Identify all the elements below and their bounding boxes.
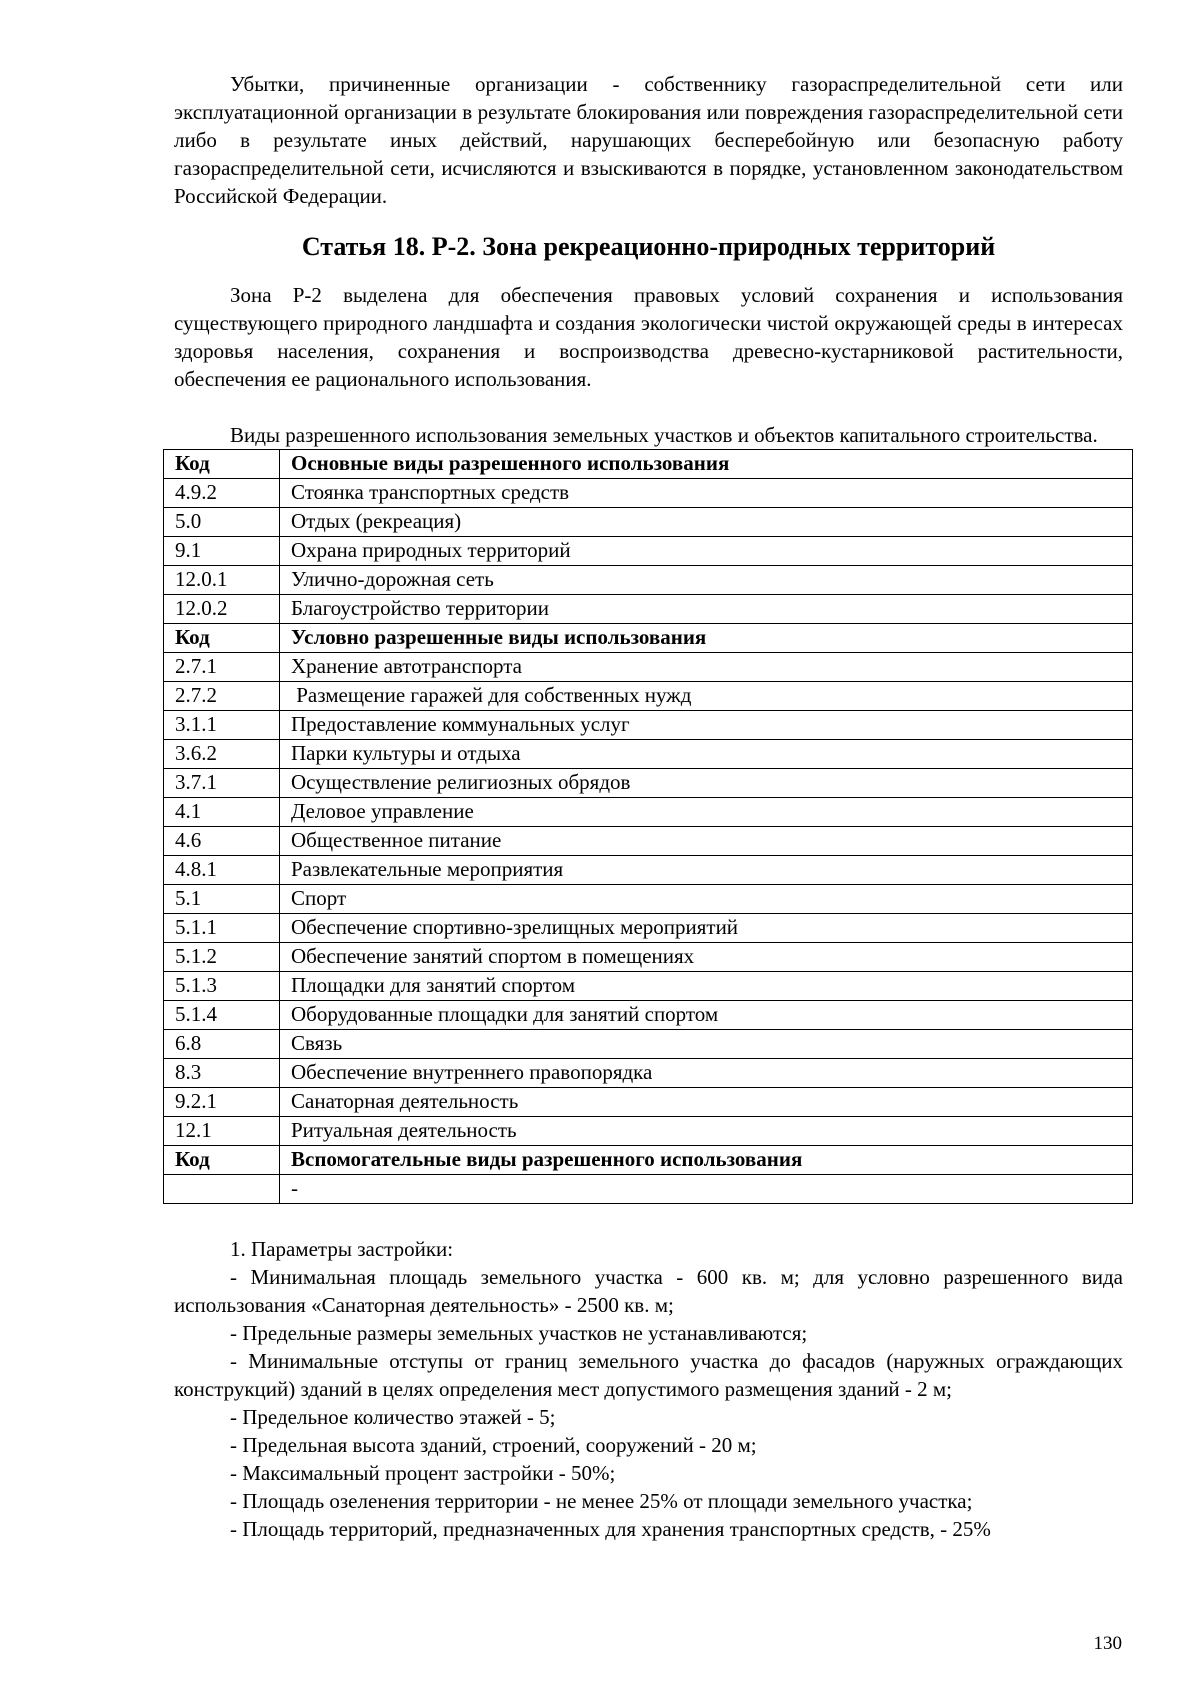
table-row: [164, 537, 1133, 566]
row-usage-name: Санаторная деятельность: [280, 1088, 1133, 1117]
parameter-item: - Предельная высота зданий, строений, сооружений - 20 м;: [230, 1433, 757, 1457]
row-usage-name: Спорт: [280, 885, 1133, 914]
row-code: 4.6: [164, 827, 280, 856]
parameters-heading: 1. Параметры застройки:: [230, 1237, 454, 1261]
row-usage-name: Оборудованные площадки для занятий спортом: [280, 1001, 1133, 1030]
table-row: [164, 885, 1133, 914]
parameter-item: - Площадь территорий, предназначенных для хранения транспортных средств, - 25%: [230, 1517, 991, 1541]
row-usage-name: Обеспечение спортивно-зрелищных мероприятий: [280, 914, 1133, 943]
row-usage-name: Связь: [280, 1030, 1133, 1059]
row-code: 5.1.2: [164, 943, 280, 972]
row-usage-name: Отдых (рекреация): [280, 508, 1133, 537]
row-code: 9.1: [164, 537, 280, 566]
table-row: [164, 682, 1133, 711]
table-row: [164, 798, 1133, 827]
code-column-header: Код: [164, 450, 280, 479]
table-row: [164, 1030, 1133, 1059]
row-code: 12.0.1: [164, 566, 280, 595]
table-row: [164, 595, 1133, 624]
row-code: 5.1.3: [164, 972, 280, 1001]
table-row: [164, 508, 1133, 537]
row-code: 2.7.2: [164, 682, 280, 711]
table-row: [164, 566, 1133, 595]
section-title: Вспомогательные виды разрешенного использования: [280, 1146, 1133, 1175]
row-code: 8.3: [164, 1059, 280, 1088]
table-row: [164, 1088, 1133, 1117]
row-usage-name: Благоустройство территории: [280, 595, 1133, 624]
row-code: 5.0: [164, 508, 280, 537]
row-code: 3.7.1: [164, 769, 280, 798]
row-code: 2.7.1: [164, 653, 280, 682]
document-page: [174, 70, 1123, 1543]
parameters-section: [174, 1235, 1123, 1543]
row-usage-name: Парки культуры и отдыха: [280, 740, 1133, 769]
article-title: Статья 18. Р-2. Зона рекреационно-природных территорий: [301, 232, 996, 261]
row-usage-name: Стоянка транспортных средств: [280, 479, 1133, 508]
table-section-header: [164, 1146, 1133, 1175]
row-code: 12.0.2: [164, 595, 280, 624]
row-code: 5.1.4: [164, 1001, 280, 1030]
table-row: [164, 1117, 1133, 1146]
table-row: [164, 711, 1133, 740]
parameter-item: - Минимальные отступы от границ земельного участка до фасадов (наружных ограждающих конструкций) зданий в целях определения мест допустимого размещения зданий - 2 м;: [174, 1349, 1123, 1401]
row-code: 4.8.1: [164, 856, 280, 885]
row-usage-name: Развлекательные мероприятия: [280, 856, 1133, 885]
section-title: Основные виды разрешенного использования: [280, 450, 1133, 479]
row-usage-name: Предоставление коммунальных услуг: [280, 711, 1133, 740]
row-code: 6.8: [164, 1030, 280, 1059]
row-code: 9.2.1: [164, 1088, 280, 1117]
row-code: 3.6.2: [164, 740, 280, 769]
table-row: [164, 740, 1133, 769]
row-code: 5.1.1: [164, 914, 280, 943]
intro-paragraph: Убытки, причиненные организации - собственнику газораспределительной сети или эксплуатационной организации в результате блокирования или повреждения газораспределительной сети либо в результате иных действий, нарушающих бесперебойную или безопасную работу газораспределительной сети, исчисляются и взыскиваются в порядке, установленном законодательством Российской Федерации.: [174, 72, 1123, 208]
section-title: Условно разрешенные виды использования: [280, 624, 1133, 653]
code-column-header: Код: [164, 624, 280, 653]
table-row: [164, 769, 1133, 798]
row-usage-name: Хранение автотранспорта: [280, 653, 1133, 682]
row-usage-name: Охрана природных территорий: [280, 537, 1133, 566]
row-code: 5.1: [164, 885, 280, 914]
row-code: 4.9.2: [164, 479, 280, 508]
row-code: 3.1.1: [164, 711, 280, 740]
table-section-header: [164, 450, 1133, 479]
table-row: [164, 856, 1133, 885]
parameter-item: - Минимальная площадь земельного участка - 600 кв. м; для условно разрешенного вида использования «Санаторная деятельность» - 2500 кв. м;: [174, 1265, 1123, 1317]
row-usage-name: Обеспечение внутреннего правопорядка: [280, 1059, 1133, 1088]
row-code: 4.1: [164, 798, 280, 827]
row-usage-name: Площадки для занятий спортом: [280, 972, 1133, 1001]
table-row: [164, 1175, 1133, 1204]
zone-description: Зона Р-2 выделена для обеспечения правовых условий сохранения и использования существующего природного ландшафта и создания экологически чистой окружающей среды в интересах здоровья населения, сохранения и воспроизводства древесно-кустарниковой растительности, обеспечения ее рационального использования.: [174, 283, 1123, 391]
table-row: [164, 827, 1133, 856]
table-row: [164, 914, 1133, 943]
code-column-header: Код: [164, 1146, 280, 1175]
table-row: [164, 1059, 1133, 1088]
table-row: [164, 972, 1133, 1001]
table-section-header: [164, 624, 1133, 653]
row-usage-name: Осуществление религиозных обрядов: [280, 769, 1133, 798]
row-usage-name: Обеспечение занятий спортом в помещениях: [280, 943, 1133, 972]
parameter-item: - Предельные размеры земельных участков не устанавливаются;: [230, 1321, 808, 1345]
table-intro: Виды разрешенного использования земельных участков и объектов капитального строительства.: [230, 423, 1098, 447]
parameter-item: - Площадь озеленения территории - не менее 25% от площади земельного участка;: [230, 1489, 973, 1513]
parameter-item: - Максимальный процент застройки - 50%;: [230, 1461, 616, 1485]
land-use-table: [163, 449, 1133, 1204]
row-usage-name: Ритуальная деятельность: [280, 1117, 1133, 1146]
row-code: [164, 1175, 280, 1204]
parameter-item: - Предельное количество этажей - 5;: [230, 1405, 556, 1429]
row-usage-name: Деловое управление: [280, 798, 1133, 827]
page-number: 130: [1093, 1633, 1122, 1654]
row-usage-name: -: [280, 1175, 1133, 1204]
row-usage-name: Общественное питание: [280, 827, 1133, 856]
row-code: 12.1: [164, 1117, 280, 1146]
row-usage-name: Размещение гаражей для собственных нужд: [280, 682, 1133, 711]
table-row: [164, 653, 1133, 682]
table-row: [164, 1001, 1133, 1030]
table-row: [164, 943, 1133, 972]
table-row: [164, 479, 1133, 508]
row-usage-name: Улично-дорожная сеть: [280, 566, 1133, 595]
